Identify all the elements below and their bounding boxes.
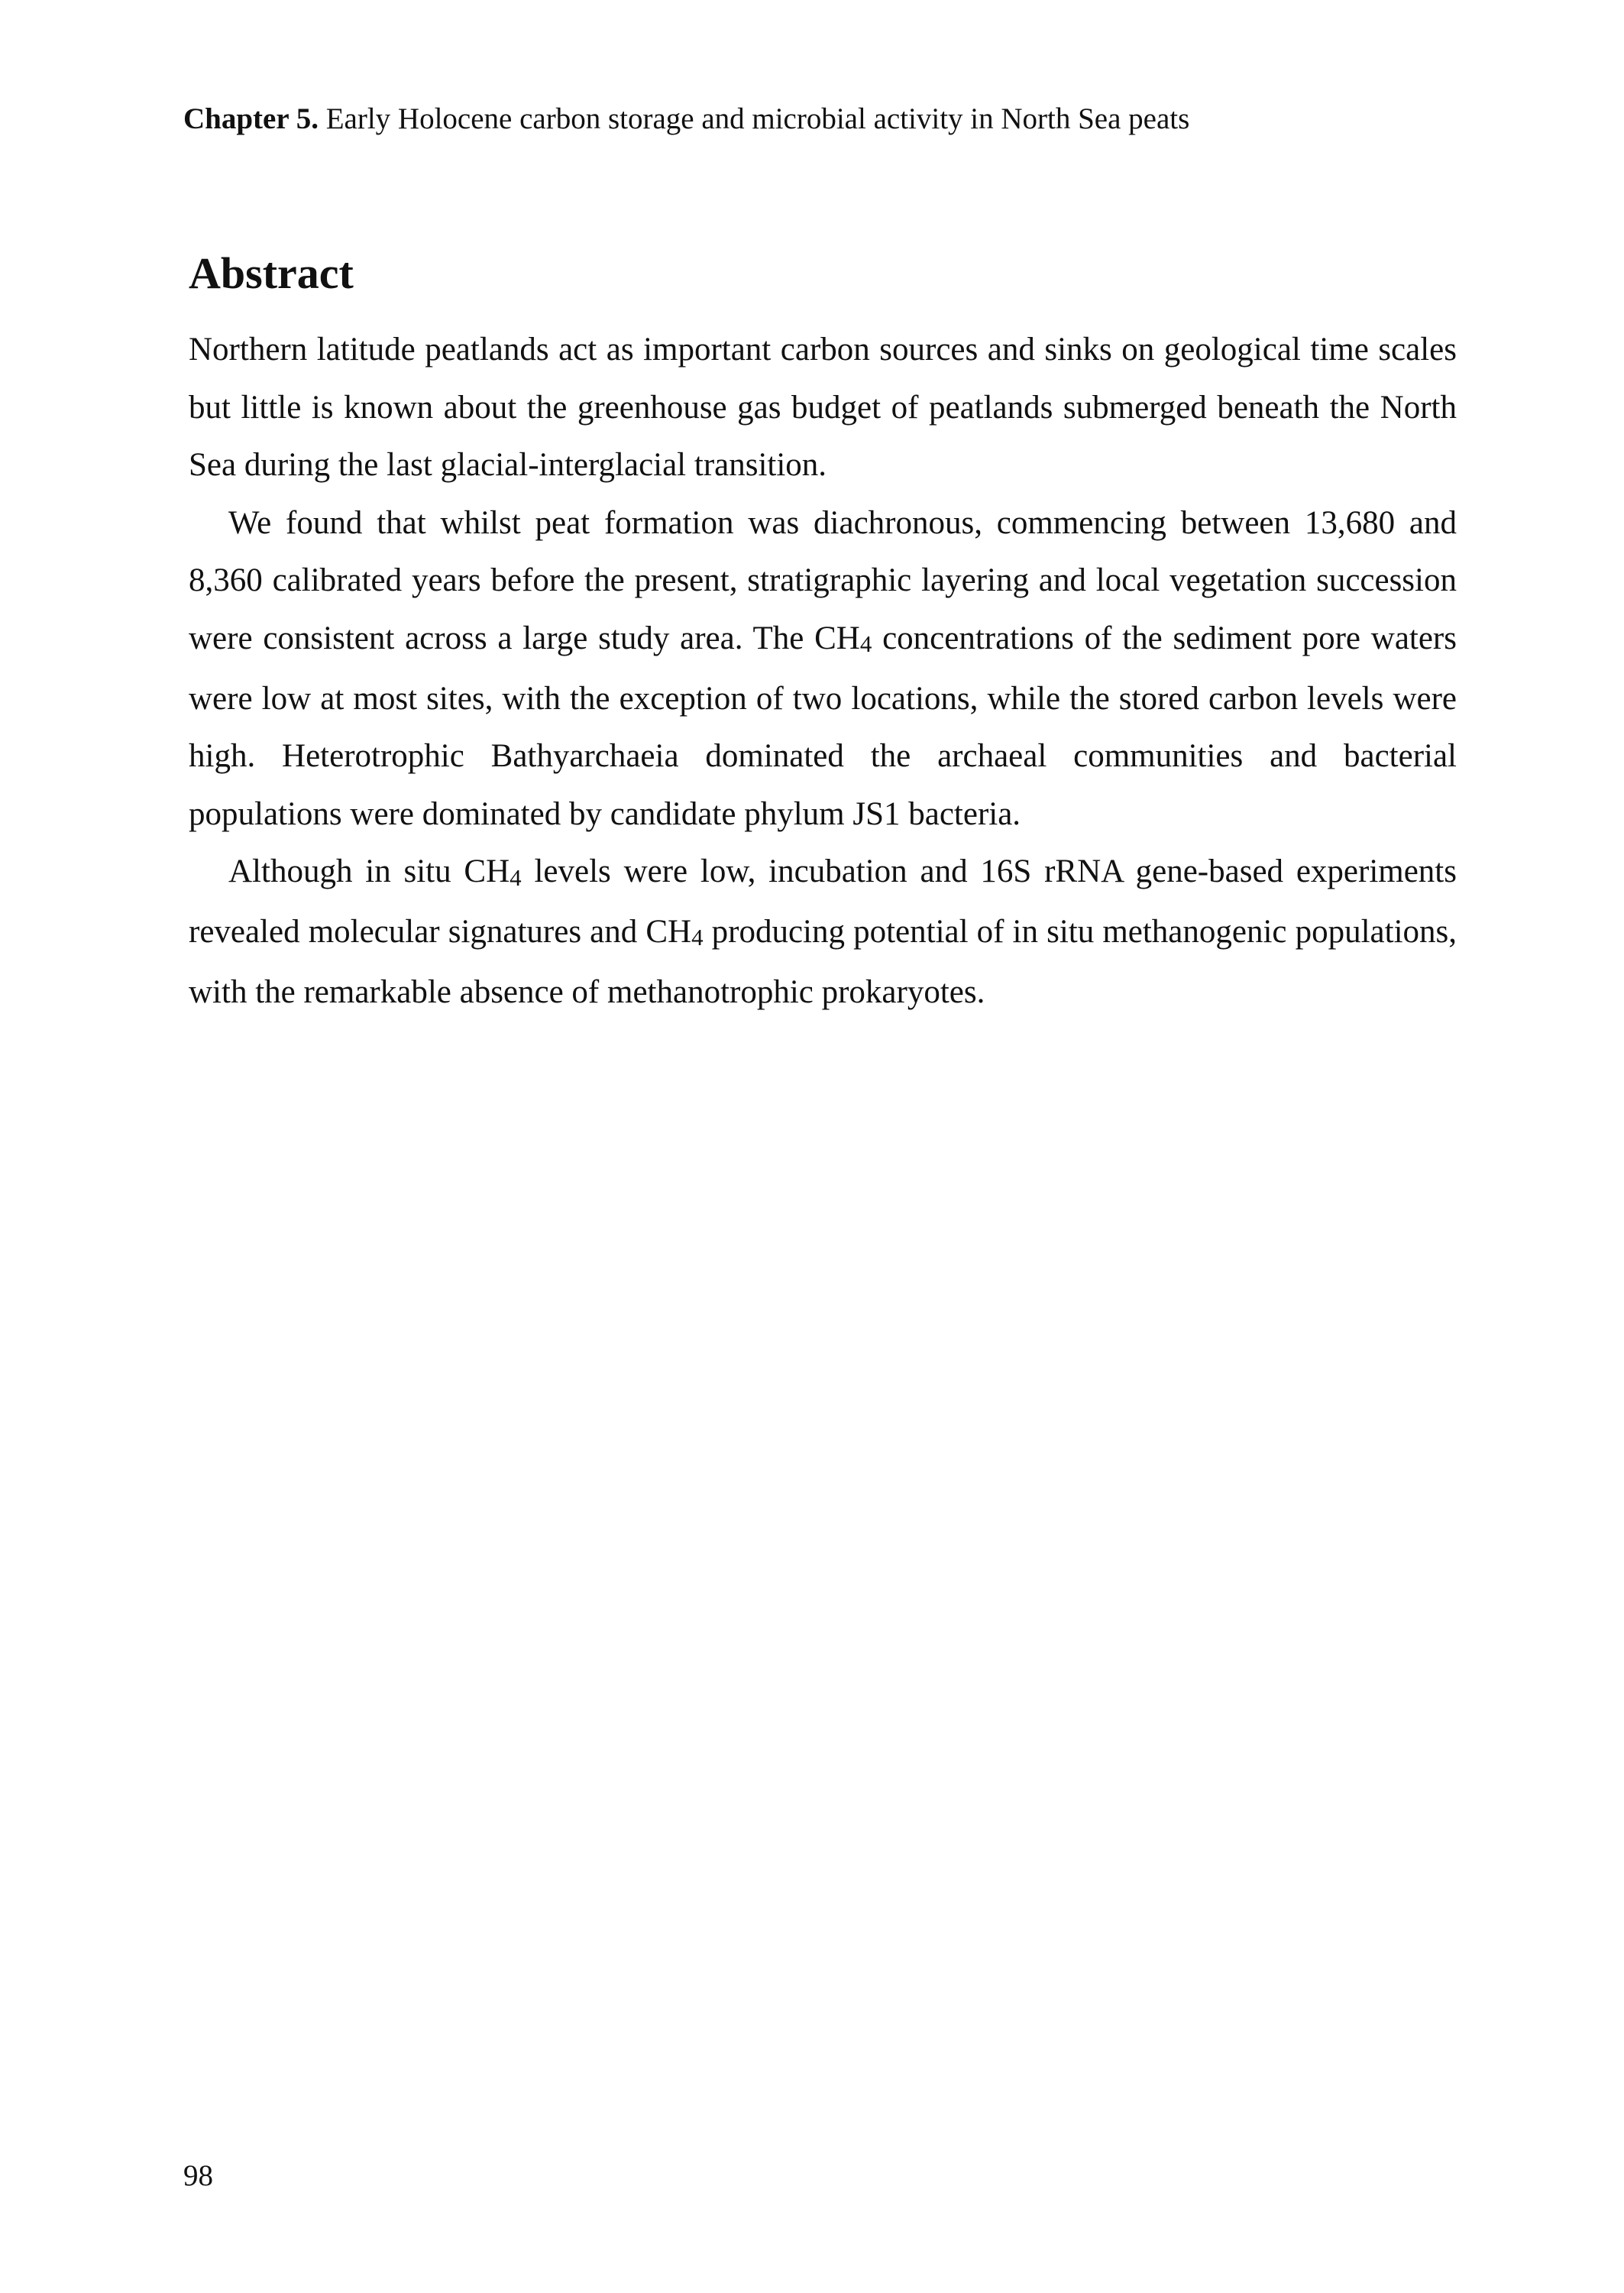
methane-subscript: 4 [510, 863, 522, 891]
page-number: 98 [183, 2159, 213, 2192]
methane-subscript: 4 [859, 630, 872, 658]
paragraph-3-text-c: producing potential of in situ methanogenic populations, with the remarkable absence of methanotrophic prokaryotes. [189, 913, 1457, 1010]
abstract-body [189, 321, 1457, 1021]
abstract-paragraph-1: Northern latitude peatlands act as important carbon sources and sinks on geological time scales but little is known about the greenhouse gas budget of peatlands submerged beneath the North Sea during the last glacial-interglacial transition. [189, 332, 1457, 484]
abstract-paragraph-2 [189, 494, 1457, 844]
paragraph-2-text-b: concentrations of the sediment pore waters were low at most sites, with the exception of two locations, while the stored carbon levels were high. Heterotrophic Bathyarchaeia dominated the archaeal communities and bacterial populations were dominated by candidate phylum JS1 bacteria. [189, 620, 1457, 832]
paragraph-3-text-b: levels were low, incubation and 16S rRNA gene-based experiments revealed molecular signatures and CH [189, 853, 1457, 950]
paragraph-3-text-a: Although in situ CH [228, 853, 510, 890]
abstract-paragraph-3 [189, 843, 1457, 1021]
paragraph-2-text-a: We found that whilst peat formation was diachronous, commencing between 13,680 and 8,360 calibrated years before the present, stratigraphic layering and local vegetation succession were consistent across a large study area. The CH [189, 504, 1457, 656]
chapter-label: Chapter 5. [183, 102, 319, 135]
chapter-title: Early Holocene carbon storage and microbial activity in North Sea peats [325, 102, 1190, 135]
running-header [183, 99, 1189, 139]
abstract-heading: Abstract [189, 248, 354, 298]
methane-subscript: 4 [691, 924, 704, 951]
